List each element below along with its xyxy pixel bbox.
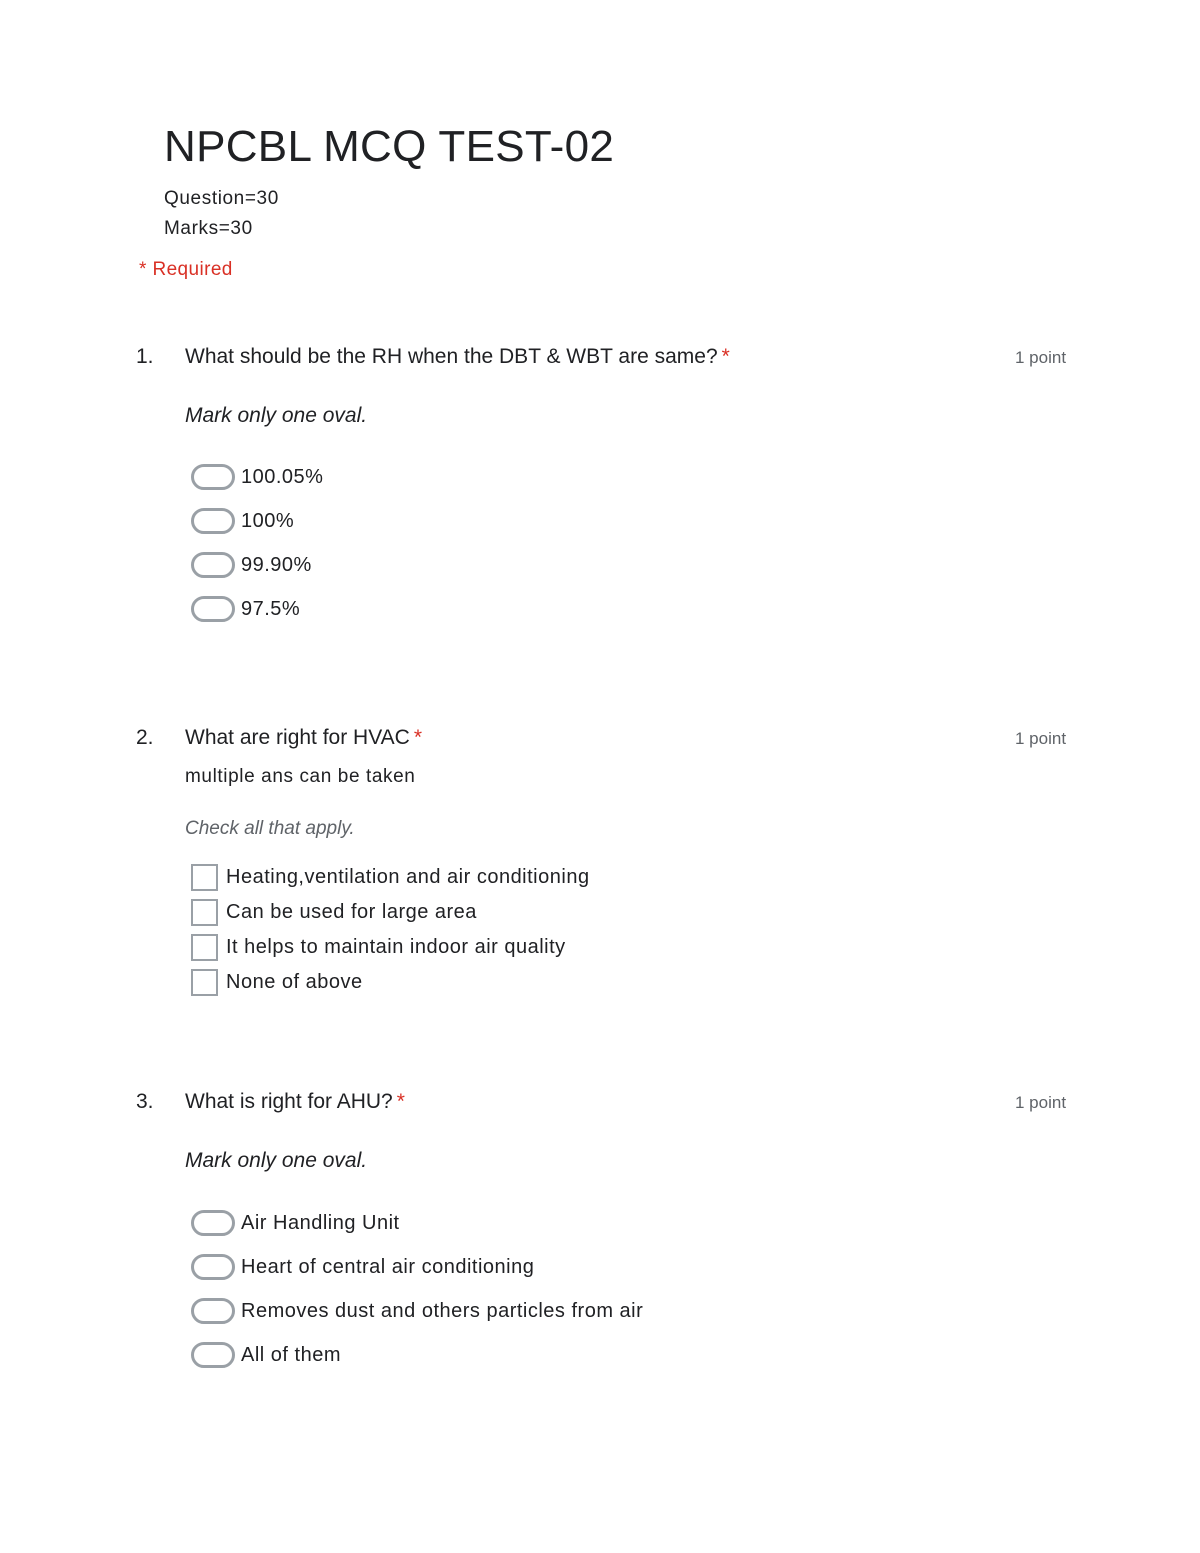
question-instruction: Mark only one oval. [185,1149,368,1172]
form-description [164,184,279,244]
radio-oval[interactable] [191,1342,235,1368]
option-label: None of above [226,970,363,993]
checkbox[interactable] [191,934,218,961]
question-title [185,345,730,369]
radio-option[interactable] [191,461,323,493]
checkbox-option[interactable] [191,931,566,963]
question-points: 1 point [1015,348,1067,367]
checkbox-option[interactable] [191,896,477,928]
radio-option[interactable] [191,1251,534,1283]
question-points: 1 point [1015,1093,1067,1112]
radio-oval[interactable] [191,552,235,578]
radio-option[interactable] [191,549,312,581]
radio-oval[interactable] [191,1254,235,1280]
form-description-line: Question=30 [164,188,279,209]
question-title-text: What should be the RH when the DBT & WBT are same? [185,345,718,368]
question-title [185,1090,405,1114]
required-note: * Required [139,259,233,280]
question-number: 3. [136,1090,154,1113]
form-description-line: Marks=30 [164,218,253,239]
option-label: Heart of central air conditioning [241,1255,535,1278]
option-label: Removes dust and others particles from air [241,1299,644,1322]
form-title: NPCBL MCQ TEST-02 [164,122,615,171]
required-asterisk: * [413,726,423,749]
checkbox[interactable] [191,899,218,926]
question-instruction: Mark only one oval. [185,404,368,427]
option-label: It helps to maintain indoor air quality [226,935,566,958]
option-label: Air Handling Unit [241,1211,400,1234]
question-points: 1 point [1015,729,1067,748]
radio-option[interactable] [191,1295,643,1327]
required-asterisk: * [396,1090,405,1113]
question-instruction: Check all that apply. [185,818,355,839]
question-number: 1. [136,345,154,368]
radio-oval[interactable] [191,1210,235,1236]
radio-oval[interactable] [191,508,235,534]
question-number: 2. [136,726,154,749]
checkbox[interactable] [191,864,218,891]
question-title [185,726,422,750]
checkbox-option[interactable] [191,861,590,893]
option-label: Heating,ventilation and air conditioning [226,865,590,888]
option-label: Can be used for large area [226,900,477,923]
radio-oval[interactable] [191,1298,235,1324]
question-description: multiple ans can be taken [185,766,416,787]
checkbox-option[interactable] [191,966,363,998]
option-label: 100% [241,509,295,532]
question-title-text: What is right for AHU? [185,1090,393,1113]
radio-option[interactable] [191,593,300,625]
radio-option[interactable] [191,1207,400,1239]
radio-option[interactable] [191,1339,341,1371]
option-label: All of them [241,1343,341,1366]
option-label: 100.05% [241,465,324,488]
required-asterisk: * [721,345,730,368]
question-title-text: What are right for HVAC [185,726,410,749]
checkbox[interactable] [191,969,218,996]
option-label: 99.90% [241,553,312,576]
radio-oval[interactable] [191,464,235,490]
radio-option[interactable] [191,505,294,537]
option-label: 97.5% [241,597,301,620]
radio-oval[interactable] [191,596,235,622]
